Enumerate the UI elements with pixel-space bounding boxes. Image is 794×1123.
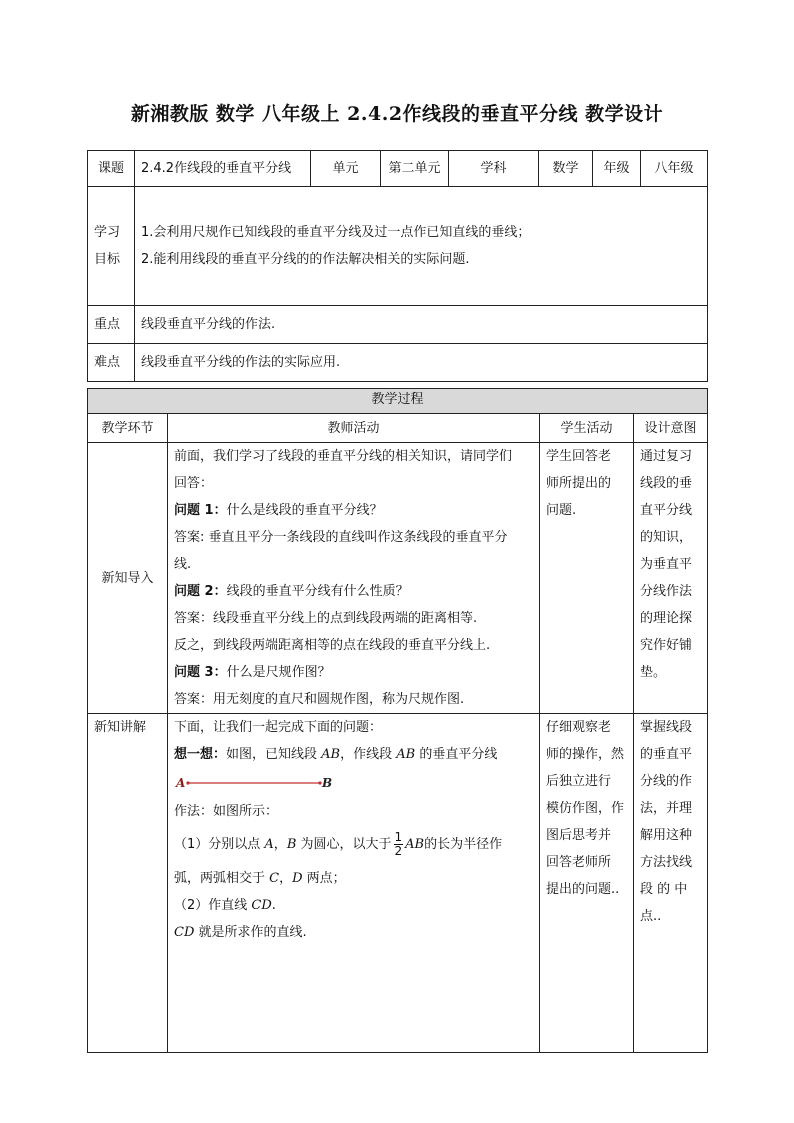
subject-label: 学科	[449, 151, 539, 187]
answer-2: 答案：线段垂直平分线上的点到线段两端的距离相等.	[174, 611, 478, 626]
unit-label: 单元	[311, 151, 381, 187]
lecture-teacher	[168, 714, 540, 1053]
think-label: 想一想：	[174, 747, 227, 762]
topic-value: 2.4.2作线段的垂直平分线	[135, 151, 311, 187]
step-text: 为圆心，以大于	[296, 837, 392, 852]
point-name: B	[286, 837, 297, 852]
difficulty-row	[88, 344, 708, 382]
intent-line: 为垂直平	[640, 557, 693, 572]
objectives-label-part: 目标	[94, 252, 121, 267]
intent-line: 的理论探	[640, 611, 693, 626]
step-text: ，	[273, 837, 287, 852]
point-name: D	[292, 871, 303, 886]
objectives-row	[88, 187, 708, 306]
student-line: 提出的问题..	[546, 882, 620, 897]
intent-line: 掌握线段	[640, 720, 693, 735]
key-point-row	[88, 306, 708, 344]
difficulty-text: 线段垂直平分线的作法的实际应用.	[135, 344, 708, 382]
step-1-cont	[174, 865, 533, 892]
question-2	[174, 578, 533, 605]
process-header: 教学过程	[88, 389, 708, 414]
col-teacher: 教师活动	[168, 414, 540, 443]
step-text: （1）分别以点	[174, 837, 265, 852]
fraction-numerator: 1	[394, 830, 403, 844]
intent-line: 究作好铺	[640, 638, 693, 653]
question-3	[174, 659, 533, 686]
col-intent: 设计意图	[634, 414, 708, 443]
student-line: 图后思考并	[546, 828, 612, 843]
intent-line: 段 的 中	[640, 882, 688, 897]
student-line: 回答老师所	[546, 855, 612, 870]
intent-line: 点..	[640, 909, 662, 924]
intent-line: 解用这种	[640, 828, 693, 843]
answer-1-cont: 线.	[174, 557, 192, 572]
intro-stage: 新知导入	[88, 443, 168, 714]
step-text: ，	[279, 871, 293, 886]
question-label: 问题 2：	[174, 584, 227, 599]
segment-name: AB	[396, 747, 416, 762]
student-line: 模仿作图，作	[546, 801, 625, 816]
difficulty-label: 难点	[88, 344, 135, 382]
segment-figure	[174, 768, 533, 798]
point-name: C	[269, 871, 280, 886]
intent-line: 分线的作	[640, 774, 693, 789]
intent-line: 的垂直平	[640, 747, 693, 762]
objective-1: 1.会利用尺规作已知线段的垂直平分线及过一点作已知直线的垂线；	[141, 225, 531, 240]
intent-line: 分线作法	[640, 584, 693, 599]
step-text: 弧，两弧相交于	[174, 871, 270, 886]
intro-row	[88, 443, 708, 714]
intro-line: 回答：	[174, 476, 214, 491]
point-a-dot	[186, 781, 189, 784]
intro-intent	[634, 443, 708, 714]
step-text: .	[271, 898, 276, 913]
intro-teacher	[168, 443, 540, 714]
step-text: 两点；	[302, 871, 346, 886]
student-line: 师所提出的	[546, 476, 612, 491]
process-columns-row	[88, 414, 708, 443]
objectives-label-part: 学习	[94, 225, 121, 240]
step-text: （2）作直线	[174, 898, 252, 913]
grade-value: 八年级	[641, 151, 708, 187]
point-b-label: B	[322, 776, 333, 790]
document-title: 新湘教版 数学 八年级上 2.4.2作线段的垂直平分线 教学设计	[130, 103, 664, 125]
answer-1: 答案: 垂直且平分一条线段的直线叫作这条线段的垂直平分	[174, 530, 508, 545]
answer-2-cont: 反之，到线段两端距离相等的点在线段的垂直平分线上.	[174, 638, 491, 653]
student-line: 后独立进行	[546, 774, 612, 789]
fraction-one-half	[394, 831, 404, 858]
segment-name: AB	[321, 747, 341, 762]
line-name: CD	[251, 898, 272, 913]
student-line: 问题.	[546, 503, 577, 518]
intro-student	[540, 443, 634, 714]
conclusion-text: 就是所求作的直线.	[194, 925, 307, 940]
conclusion-line	[174, 919, 533, 946]
intent-line: 线段的垂	[640, 476, 693, 491]
answer-3: 答案：用无刻度的直尺和圆规作图，称为尺规作图.	[174, 692, 465, 707]
info-table	[87, 150, 708, 382]
unit-value: 第二单元	[381, 151, 449, 187]
segment-ab-diagram	[174, 768, 344, 798]
intent-line: 的知识，	[640, 530, 693, 545]
lecture-stage: 新知讲解	[88, 714, 168, 1053]
step-2-line	[174, 892, 533, 919]
think-text: ，作线段	[340, 747, 397, 762]
segment-name: AB	[405, 837, 425, 852]
step-text: 的长为半径作	[424, 837, 503, 852]
info-row	[88, 151, 708, 187]
point-name: A	[264, 837, 274, 852]
question-text: 什么是尺规作图？	[226, 665, 331, 680]
col-student: 学生活动	[540, 414, 634, 443]
key-point-text: 线段垂直平分线的作法.	[135, 306, 708, 344]
step-1-line	[174, 825, 533, 865]
objectives-label	[88, 187, 135, 306]
objectives-content	[135, 187, 708, 306]
question-label: 问题 3：	[174, 665, 227, 680]
objective-2: 2.能利用线段的垂直平分线的的作法解决相关的实际问题.	[141, 252, 470, 267]
think-text: 的垂直平分线	[415, 747, 498, 762]
lecture-intro: 下面，让我们一起完成下面的问题：	[174, 720, 383, 735]
topic-label: 课题	[88, 151, 135, 187]
think-line	[174, 741, 533, 768]
process-header-row	[88, 389, 708, 414]
think-text: 如图，已知线段	[226, 747, 322, 762]
line-name: CD	[174, 925, 195, 940]
subject-value: 数学	[539, 151, 593, 187]
col-stage: 教学环节	[88, 414, 168, 443]
lecture-row	[88, 714, 708, 1053]
method-line: 作法：如图所示：	[174, 804, 279, 819]
process-table	[87, 388, 708, 1053]
fraction-denominator: 2	[394, 844, 403, 858]
question-text: 线段的垂直平分线有什么性质？	[226, 584, 409, 599]
intent-line: 直平分线	[640, 503, 693, 518]
intent-line: 法，并理	[640, 801, 693, 816]
objectives-label-text	[94, 219, 128, 273]
point-a-label: A	[176, 776, 186, 790]
question-text: 什么是线段的垂直平分线？	[226, 503, 383, 518]
question-label: 问题 1：	[174, 503, 227, 518]
lecture-intent	[634, 714, 708, 1053]
intent-line: 方法找线	[640, 855, 693, 870]
intro-line: 前面，我们学习了线段的垂直平分线的相关知识，请同学们	[174, 449, 513, 464]
student-line: 仔细观察老	[546, 720, 612, 735]
lecture-student	[540, 714, 634, 1053]
intent-line: 垫。	[640, 665, 667, 680]
student-line: 学生回答老	[546, 449, 612, 464]
grade-label: 年级	[593, 151, 641, 187]
student-line: 师的操作，然	[546, 747, 625, 762]
intent-line: 通过复习	[640, 449, 693, 464]
key-point-label: 重点	[88, 306, 135, 344]
question-1	[174, 497, 533, 524]
